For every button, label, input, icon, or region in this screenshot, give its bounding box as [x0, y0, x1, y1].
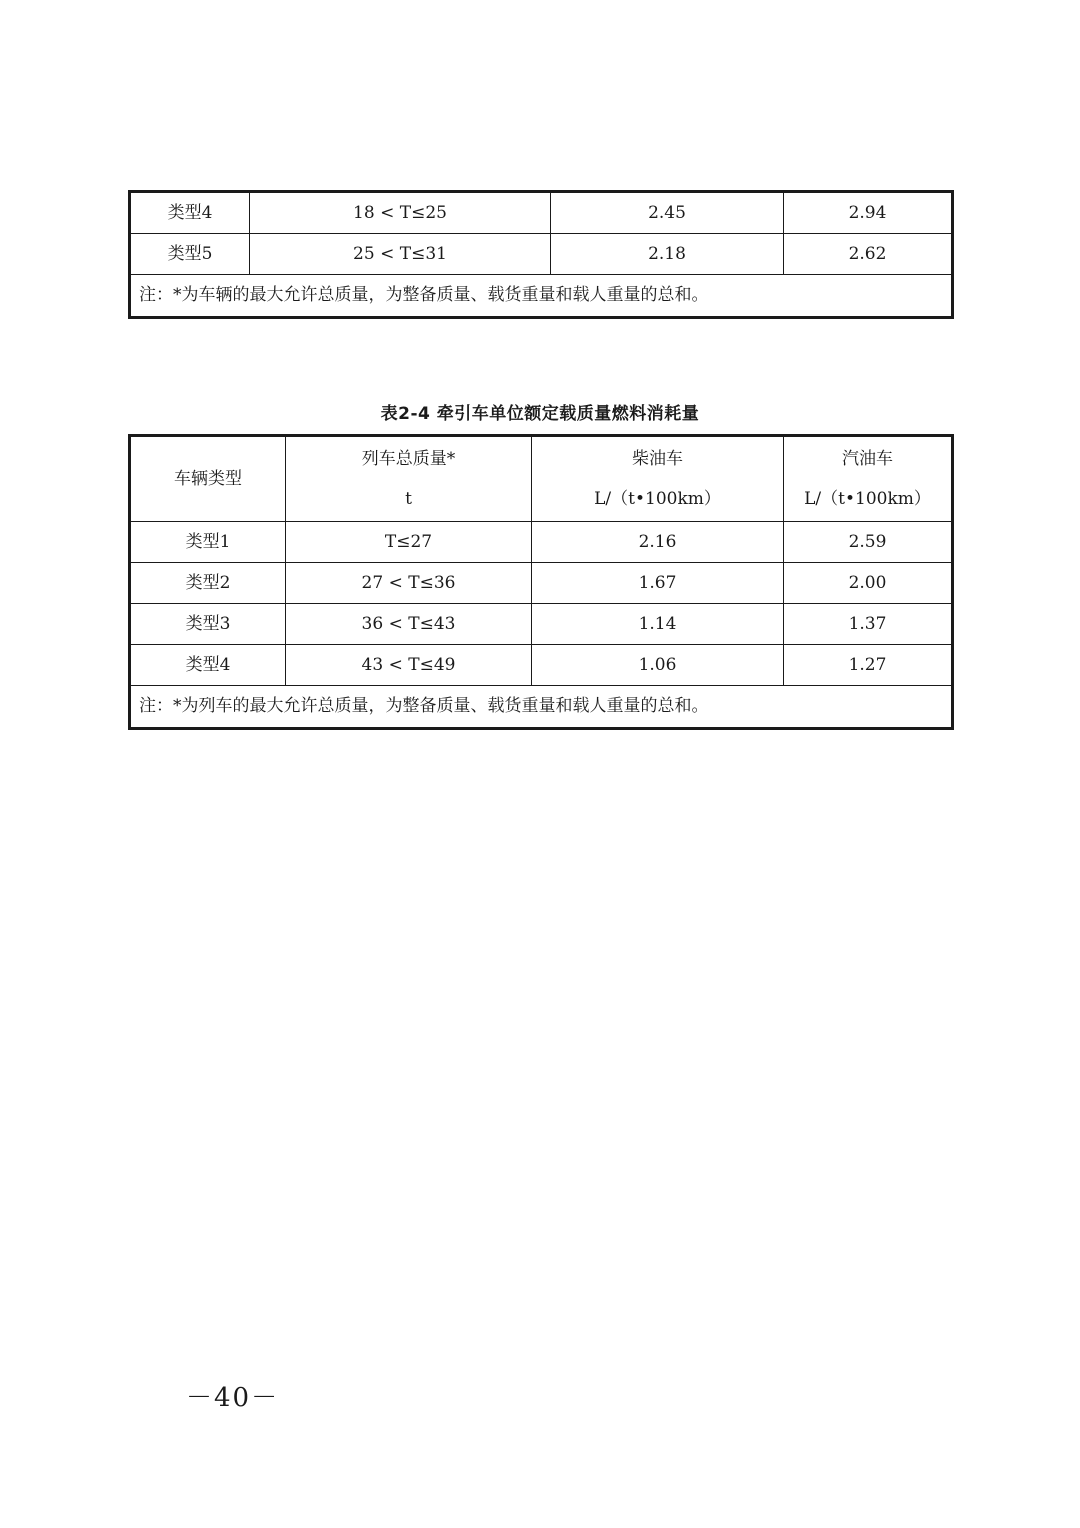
table-row	[130, 563, 953, 604]
vehicle-type-cell: 类型5	[130, 234, 250, 275]
mass-range-cell: 36 < T≤43	[286, 604, 532, 645]
mass-range-cell: 27 < T≤36	[286, 563, 532, 604]
gasoline-value-cell: 2.62	[784, 234, 953, 275]
mass-range-cell: 25 < T≤31	[250, 234, 551, 275]
header-mass	[286, 436, 532, 522]
header-mass-label: 列车总质量*	[361, 448, 456, 469]
table-header-row	[130, 436, 953, 522]
vehicle-type-cell: 类型3	[130, 604, 286, 645]
gasoline-value-cell: 2.00	[784, 563, 953, 604]
table-row	[130, 604, 953, 645]
vehicle-type-cell: 类型2	[130, 563, 286, 604]
vehicle-type-cell: 类型4	[130, 645, 286, 686]
header-diesel	[532, 436, 784, 522]
header-vehicle-type: 车辆类型	[130, 436, 286, 522]
diesel-value-cell: 2.18	[551, 234, 784, 275]
table-note-row	[130, 275, 953, 318]
diesel-value-cell: 2.16	[532, 522, 784, 563]
vehicle-type-cell: 类型1	[130, 522, 286, 563]
table-caption: 表2-4 牵引车单位额定载质量燃料消耗量	[380, 404, 700, 424]
gasoline-value-cell: 1.37	[784, 604, 953, 645]
header-diesel-label: 柴油车	[632, 448, 683, 469]
vehicle-type-cell: 类型4	[130, 192, 250, 234]
consumption-table-continued	[128, 190, 954, 319]
diesel-value-cell: 1.14	[532, 604, 784, 645]
table-note: 注：*为列车的最大允许总质量，为整备质量、载货重量和载人重量的总和。	[130, 686, 953, 729]
gasoline-value-cell: 1.27	[784, 645, 953, 686]
header-diesel-unit: L/（t•100km）	[594, 489, 721, 509]
mass-range-cell: 43 < T≤49	[286, 645, 532, 686]
header-gasoline-label: 汽油车	[842, 448, 893, 469]
table-row	[130, 192, 953, 234]
gasoline-value-cell: 2.59	[784, 522, 953, 563]
table-note: 注：*为车辆的最大允许总质量，为整备质量、载货重量和载人重量的总和。	[130, 275, 953, 318]
tractor-fuel-consumption-table	[128, 434, 954, 730]
table-row	[130, 234, 953, 275]
mass-range-cell: 18 < T≤25	[250, 192, 551, 234]
gasoline-value-cell: 2.94	[784, 192, 953, 234]
diesel-value-cell: 2.45	[551, 192, 784, 234]
diesel-value-cell: 1.67	[532, 563, 784, 604]
diesel-value-cell: 1.06	[532, 645, 784, 686]
table-note-row	[130, 686, 953, 729]
header-gasoline	[784, 436, 953, 522]
header-gasoline-unit: L/（t•100km）	[804, 489, 931, 509]
header-mass-unit: t	[405, 489, 412, 509]
table-row	[130, 645, 953, 686]
mass-range-cell: T≤27	[286, 522, 532, 563]
page-number: －40－	[186, 1383, 280, 1413]
table-row	[130, 522, 953, 563]
